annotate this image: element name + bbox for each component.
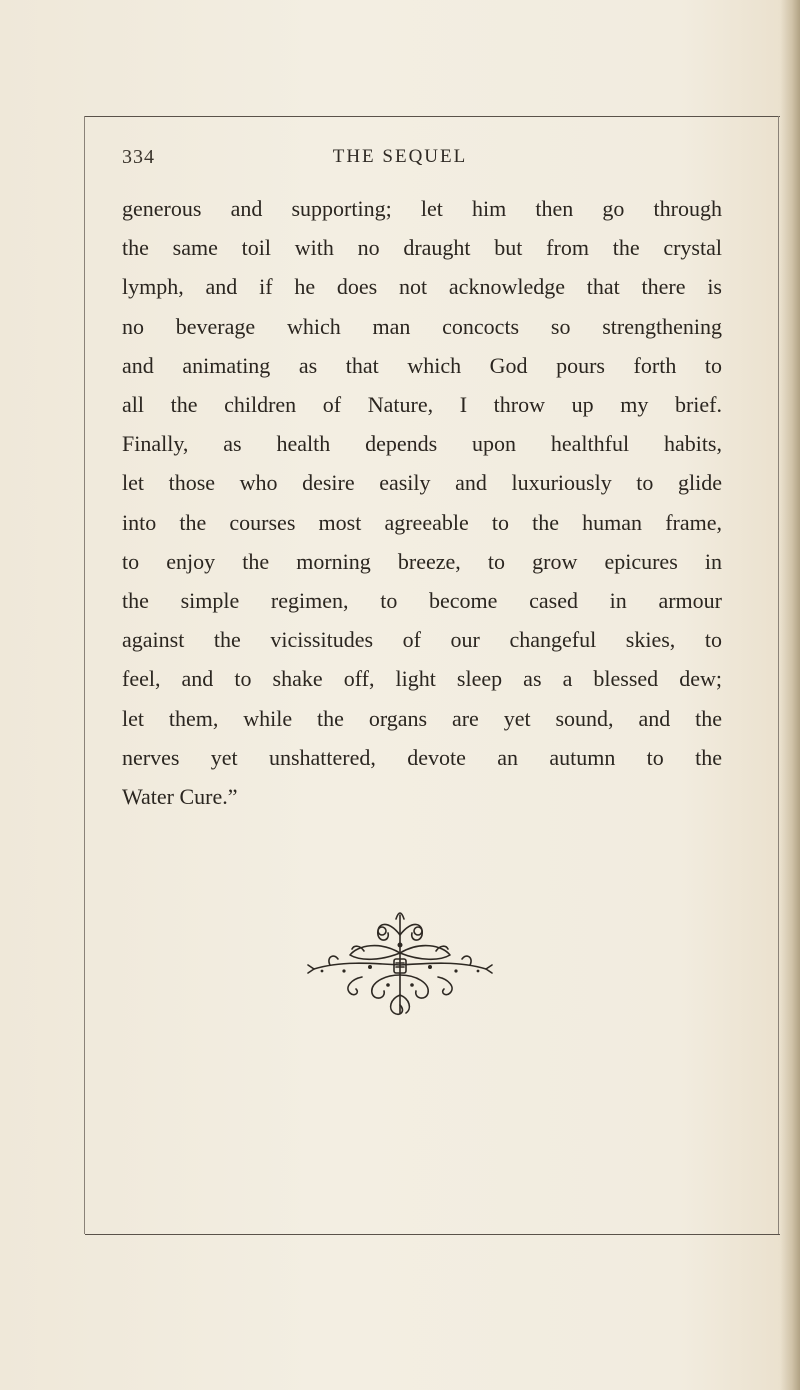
text-line: all the children of Nature, I throw up my brief. bbox=[122, 392, 722, 418]
floral-tailpiece-ornament-icon bbox=[300, 905, 500, 1020]
text-line: lymph, and if he does not acknowledge that there is bbox=[122, 274, 722, 300]
page-edge-shadow bbox=[780, 0, 800, 1390]
text-line: generous and supporting; let him then go through bbox=[122, 196, 722, 221]
text-line: the simple regimen, to become cased in armour bbox=[122, 588, 722, 614]
text-line: let those who desire easily and luxuriously to glide bbox=[122, 470, 722, 496]
frame-rule-bottom bbox=[85, 1234, 780, 1235]
frame-rule-right bbox=[778, 116, 779, 1234]
text-line: the same toil with no draught but from the crystal bbox=[122, 235, 722, 261]
text-line: let them, while the organs are yet sound, and the bbox=[122, 705, 722, 731]
text-line: no beverage which man concocts so strengthening bbox=[122, 313, 722, 339]
text-line: Water Cure.” bbox=[122, 784, 238, 810]
frame-rule-top bbox=[85, 116, 780, 117]
text-line: and animating as that which God pours forth to bbox=[122, 352, 722, 378]
text-line: feel, and to shake off, light sleep as a blessed dew; bbox=[122, 666, 722, 692]
frame-rule-left bbox=[84, 116, 85, 1234]
text-line: into the courses most agreeable to the human frame, bbox=[122, 509, 722, 535]
body-text bbox=[122, 189, 722, 816]
running-head: THE SEQUEL bbox=[332, 146, 468, 167]
text-line: against the vicissitudes of our changeful skies, to bbox=[122, 627, 722, 653]
text-line: to enjoy the morning breeze, to grow epicures in bbox=[122, 548, 722, 574]
text-line: Finally, as health depends upon healthful habits, bbox=[122, 431, 722, 457]
text-line: nerves yet unshattered, devote an autumn to the bbox=[122, 744, 722, 770]
page-number: 334 bbox=[122, 146, 155, 168]
